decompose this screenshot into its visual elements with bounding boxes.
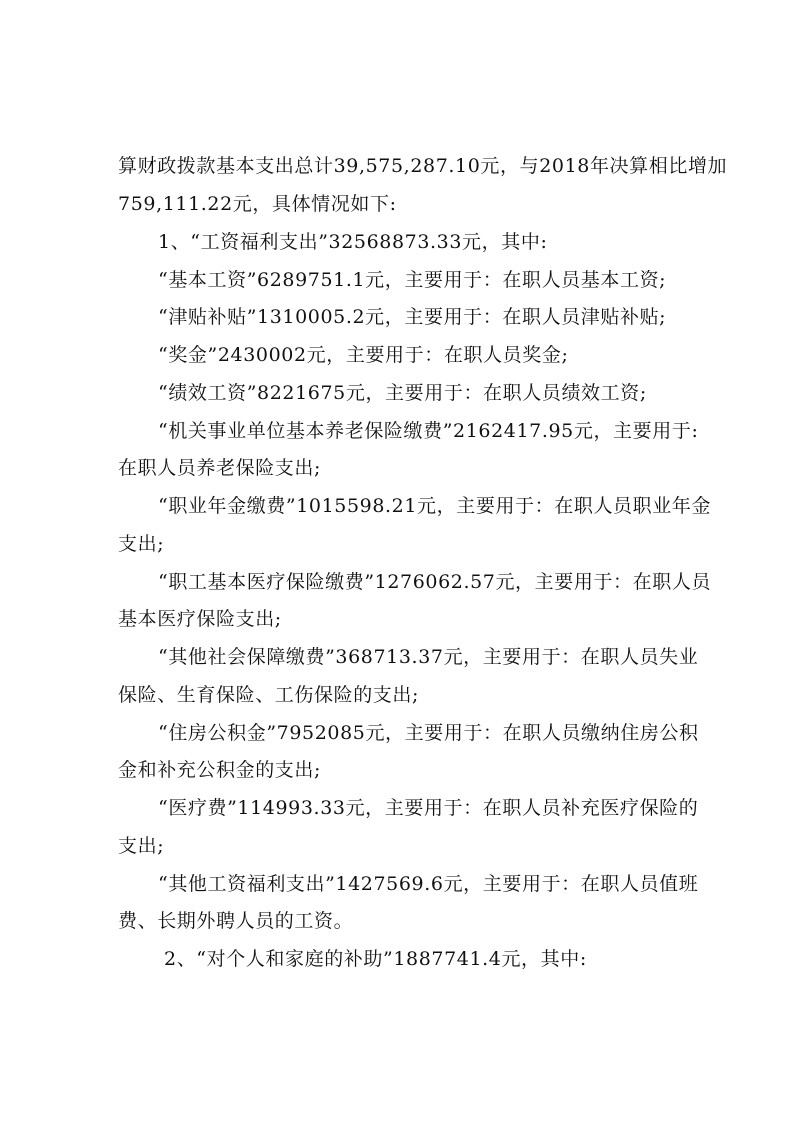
text-line-1: 算财政拨款基本支出总计39,575,287.10元，与2018年决算相比增加	[118, 155, 728, 177]
item-bonus: “奖金”2430002元，主要用于：在职人员奖金;	[158, 344, 569, 366]
item-medical-insurance-cont: 基本医疗保险支出;	[118, 608, 282, 630]
item-basic-salary: “基本工资”6289751.1元，主要用于：在职人员基本工资;	[158, 269, 667, 291]
item-housing-fund-cont: 金和补充公积金的支出;	[118, 759, 322, 781]
item-occupational-annuity-cont: 支出;	[118, 533, 165, 555]
section-2-heading: 2、“对个人和家庭的补助”1887741.4元，其中:	[164, 948, 587, 970]
item-other-social-security-cont: 保险、生育保险、工伤保险的支出;	[118, 684, 420, 706]
item-occupational-annuity: “职业年金缴费”1015598.21元，主要用于：在职人员职业年金	[158, 495, 712, 517]
item-performance-pay: “绩效工资”8221675元，主要用于：在职人员绩效工资;	[158, 382, 647, 404]
item-other-wage-welfare: “其他工资福利支出”1427569.6元，主要用于：在职人员值班	[158, 873, 699, 895]
item-pension-insurance: “机关事业单位基本养老保险缴费”2162417.95元，主要用于:	[158, 420, 699, 442]
item-medical-fee: “医疗费”114993.33元，主要用于：在职人员补充医疗保险的	[158, 797, 699, 819]
text-line-2: 759,111.22元，具体情况如下:	[118, 193, 397, 215]
section-1-heading: 1、“工资福利支出”32568873.33元，其中:	[158, 231, 548, 253]
item-allowance: “津贴补贴”1310005.2元，主要用于：在职人员津贴补贴;	[158, 306, 667, 328]
item-pension-insurance-cont: 在职人员养老保险支出;	[118, 457, 322, 479]
item-other-wage-welfare-cont: 费、长期外聘人员的工资。	[118, 910, 354, 932]
item-medical-insurance: “职工基本医疗保险缴费”1276062.57元，主要用于：在职人员	[158, 571, 712, 593]
item-other-social-security: “其他社会保障缴费”368713.37元，主要用于：在职人员失业	[158, 646, 699, 668]
item-medical-fee-cont: 支出;	[118, 835, 165, 857]
item-housing-fund: “住房公积金”7952085元，主要用于：在职人员缴纳住房公积	[158, 722, 699, 744]
